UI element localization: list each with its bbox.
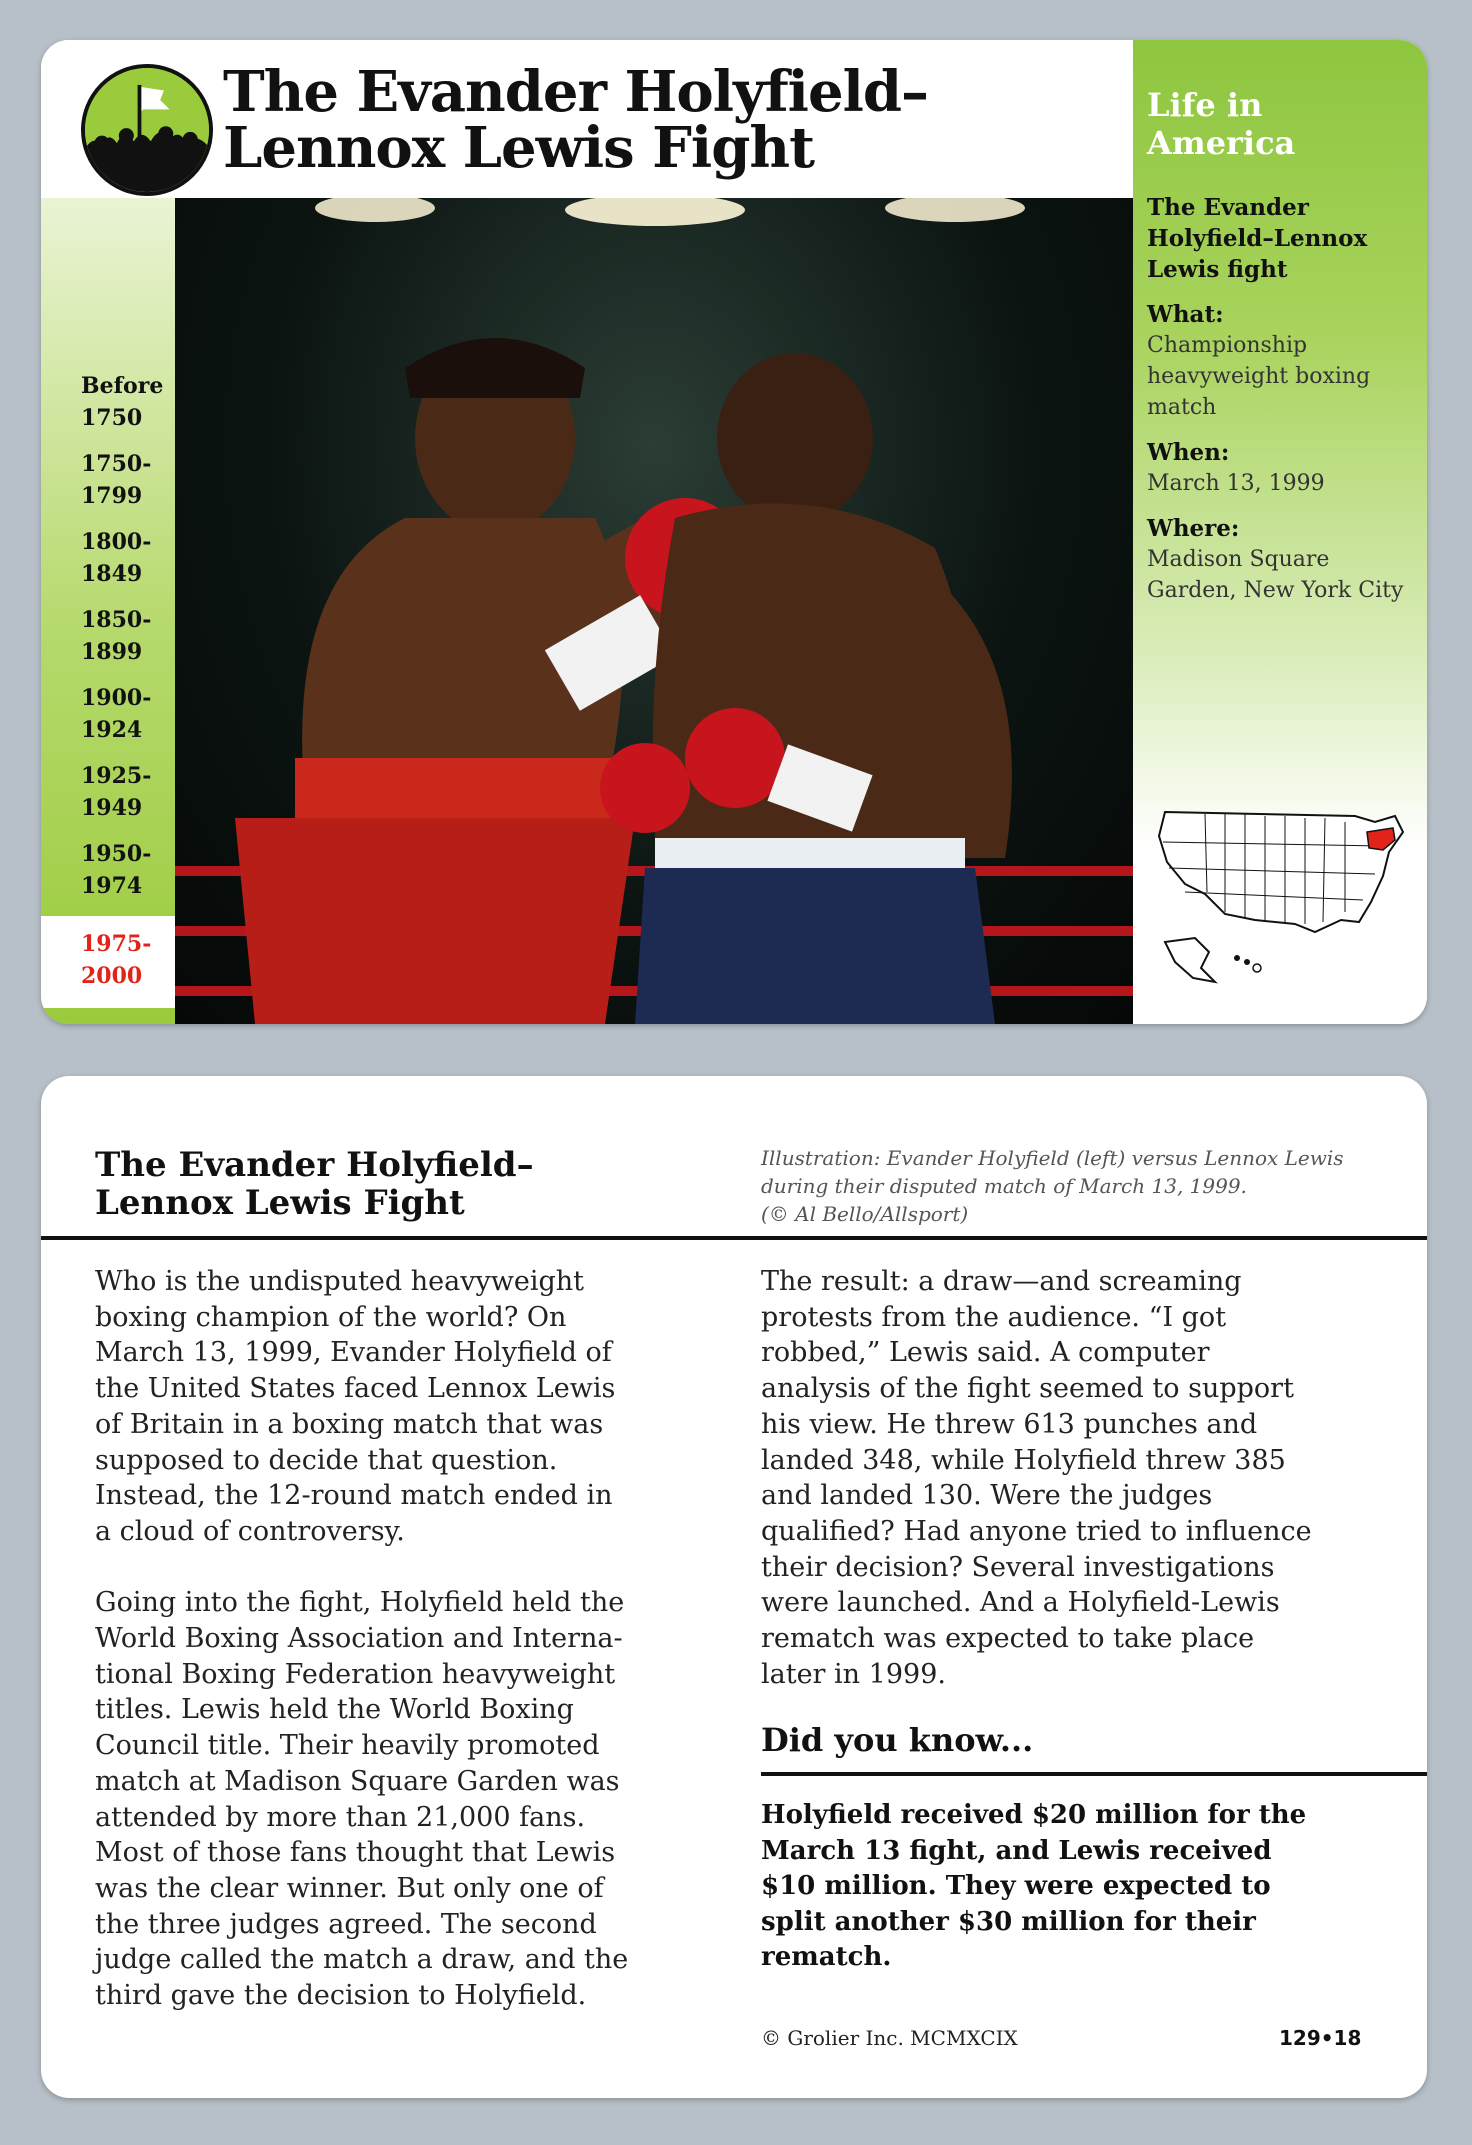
text-line: boxing champion of the world? On	[95, 1301, 567, 1333]
text-line: qualified? Had anyone tried to influence	[761, 1515, 1312, 1547]
era-label: 1750-	[81, 451, 152, 477]
paragraph	[761, 1264, 1381, 1692]
caption-line: during their disputed match of March 13, 1999.	[761, 1174, 1247, 1198]
where-label: Where:	[1147, 515, 1240, 542]
era-label: Before	[81, 373, 164, 399]
text-line: robbed,” Lewis said. A computer	[761, 1337, 1210, 1369]
boxing-match-photo	[175, 198, 1133, 1024]
era-list	[41, 370, 175, 1008]
where-value: Madison Square Garden, New York City	[1147, 547, 1404, 603]
text-line: his view. He threw 613 punches and	[761, 1408, 1258, 1440]
back-card	[41, 1076, 1427, 2098]
caption-line: Illustration: Evander Holyfield (left) versus Lennox Lewis	[761, 1146, 1344, 1170]
text-line: split another $30 million for their	[761, 1906, 1256, 1937]
paragraph	[95, 1264, 695, 1550]
text-line: The result: a draw—and screaming	[761, 1266, 1242, 1297]
text-line: March 13, 1999, Evander Holyfield of	[95, 1337, 612, 1369]
text-line: titles. Lewis held the World Boxing	[95, 1694, 574, 1726]
front-title-line2: Lennox Lewis Fight	[223, 115, 814, 181]
front-card	[41, 40, 1427, 1024]
text-line: judge called the match a draw, and the	[95, 1944, 629, 1976]
era-label: 1950-	[81, 841, 152, 867]
text-line: rematch was expected to take place	[761, 1623, 1255, 1655]
copyright-notice: © Grolier Inc. MCMXCIX	[761, 2026, 1018, 2050]
text-line: the three judges agreed. The second	[95, 1908, 597, 1940]
era-label: 1949	[81, 795, 143, 821]
text-line: and landed 130. Were the judges	[761, 1480, 1213, 1512]
us-map-icon	[1145, 792, 1415, 992]
header-divider	[41, 1236, 1427, 1240]
era-item	[41, 448, 175, 526]
era-item	[41, 526, 175, 604]
text-line: the United States faced Lennox Lewis	[95, 1373, 616, 1405]
did-you-know-text	[761, 1798, 1381, 1976]
crowd-flag-logo-icon	[81, 64, 213, 196]
text-line: was the clear winner. But only one of	[95, 1872, 604, 1904]
photo-caption	[761, 1144, 1381, 1228]
text-line: of Britain in a boxing match that was	[95, 1408, 604, 1440]
era-label: 1925-	[81, 763, 152, 789]
era-label: 1975-	[81, 931, 152, 957]
era-label: 1899	[81, 639, 143, 665]
era-item	[41, 838, 175, 916]
era-label: 1750	[81, 405, 143, 431]
text-line: World Boxing Association and Interna-	[95, 1623, 623, 1655]
text-line: landed 348, while Holyfield threw 385	[761, 1444, 1286, 1476]
back-title	[95, 1146, 735, 1222]
text-line: Going into the fight, Holyfield held the	[95, 1587, 625, 1619]
caption-line: (© Al Bello/Allsport)	[761, 1202, 969, 1226]
body-column-right	[761, 1264, 1381, 1728]
back-title-line: Lennox Lewis Fight	[95, 1183, 465, 1223]
category-title	[1147, 86, 1417, 162]
era-label: 2000	[81, 963, 143, 989]
text-line: Council title. Their heavily promoted	[95, 1730, 600, 1762]
era-item-active	[41, 916, 175, 1008]
text-line: protests from the audience. “I got	[761, 1301, 1227, 1333]
front-title	[223, 59, 1123, 181]
what-value: Championship heavyweight boxing match	[1147, 333, 1371, 420]
text-line: $10 million. They were expected to	[761, 1871, 1271, 1901]
text-line: rematch.	[761, 1942, 892, 1972]
era-label: 1799	[81, 483, 143, 509]
text-line: later in 1999.	[761, 1658, 946, 1690]
era-item	[41, 682, 175, 760]
text-line: third gave the decision to Holyfield.	[95, 1980, 587, 2012]
did-you-know-heading: Did you know...	[761, 1721, 1034, 1759]
body-column-left	[95, 1264, 695, 2049]
era-item	[41, 604, 175, 682]
card-number: 129•18	[1279, 2026, 1362, 2050]
paragraph	[95, 1585, 695, 2013]
era-label: 1924	[81, 717, 143, 743]
text-line: Who is the undisputed heavyweight	[95, 1266, 584, 1297]
text-line: tional Boxing Federation heavyweight	[95, 1658, 616, 1690]
when-value: March 13, 1999	[1147, 471, 1325, 496]
text-line: match at Madison Square Garden was	[95, 1765, 620, 1797]
text-line: attended by more than 21,000 fans.	[95, 1801, 586, 1833]
event-name: The Evander Holyfield–Lennox Lewis fight	[1147, 194, 1368, 283]
era-item	[41, 370, 175, 448]
text-line: March 13 fight, and Lewis received	[761, 1835, 1272, 1866]
era-label: 1974	[81, 873, 143, 899]
text-line: were launched. And a Holyfield-Lewis	[761, 1587, 1280, 1619]
text-line: Instead, the 12-round match ended in	[95, 1480, 613, 1512]
category-line: Life in	[1147, 86, 1263, 124]
front-title-line1: The Evander Holyfield–	[223, 59, 929, 125]
did-you-know-divider	[761, 1772, 1427, 1776]
what-label: What:	[1147, 301, 1224, 328]
era-item	[41, 760, 175, 838]
text-line: supposed to decide that question.	[95, 1444, 558, 1476]
text-line: a cloud of controversy.	[95, 1515, 405, 1547]
text-line: analysis of the fight seemed to support	[761, 1373, 1294, 1405]
era-label: 1849	[81, 561, 143, 587]
fact-box	[1147, 192, 1417, 620]
era-label: 1850-	[81, 607, 152, 633]
era-label: 1800-	[81, 529, 152, 555]
era-label: 1900-	[81, 685, 152, 711]
text-line: Most of those fans thought that Lewis	[95, 1837, 616, 1869]
back-title-line: The Evander Holyfield–	[95, 1145, 534, 1185]
category-line: America	[1147, 124, 1296, 162]
when-label: When:	[1147, 439, 1230, 466]
text-line: Holyfield received $20 million for the	[761, 1800, 1307, 1830]
text-line: their decision? Several investigations	[761, 1551, 1275, 1583]
